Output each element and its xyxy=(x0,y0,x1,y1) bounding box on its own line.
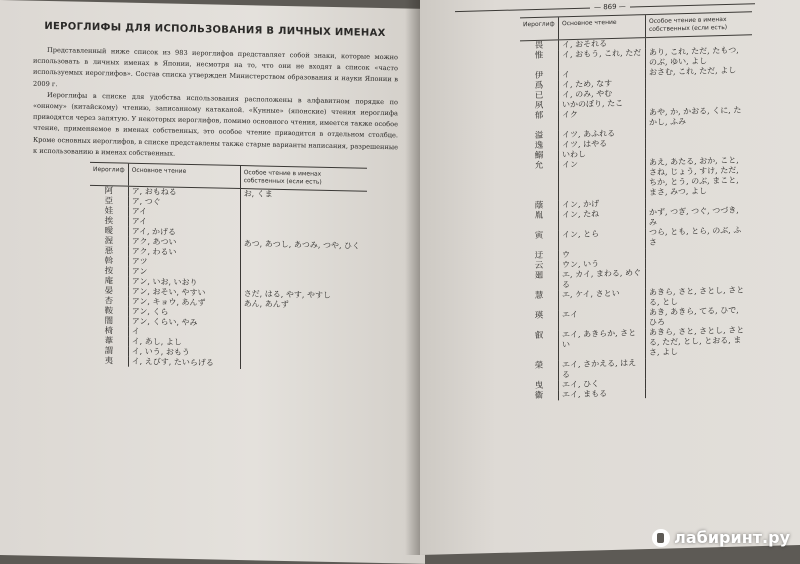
reading-cell: エイ xyxy=(559,308,646,330)
intro-paragraph-1: Представленный ниже список из 983 иероглифов представляет собой знаки, которые можно использовать в личных именах в Японии, несмотря на то, что они не входят в список «часто используемых иероглифов». Состав списка утвержден Министерством образования и науки Японии в 2009 г. xyxy=(33,45,398,88)
kanji-cell: 渥 xyxy=(104,236,114,247)
kanji-cell: 曖 xyxy=(104,226,114,237)
reading-cell: ウ xyxy=(559,248,646,260)
reading-cell: イン, とら xyxy=(559,228,646,250)
reading-cell: エイ, まもる xyxy=(559,388,646,400)
kanji-cell: 逸 xyxy=(534,140,544,151)
reading-cell: エイ, ひく xyxy=(559,378,646,390)
kanji-cell: 鰯 xyxy=(534,150,544,161)
special-reading-cell: あえ, あたる, おか, こと, さね, じょう, すけ, ただ, ちか, とう, のぶ, まこと, まさ, みつ, よし xyxy=(646,155,753,198)
kanji-cell: 郁 xyxy=(534,110,544,121)
kanji-cell: 伊 xyxy=(534,70,544,81)
kanji-cell: 夙 xyxy=(534,100,544,111)
special-reading-cell: あり, これ, ただ, たもつ, のぶ, ゆい, よし xyxy=(646,45,753,68)
kanji-cell: 蔭 xyxy=(534,200,544,211)
kanji-cell: 爲 xyxy=(534,80,544,91)
kanji-cell: 允 xyxy=(534,160,544,171)
kanji-cell: 溢 xyxy=(534,130,544,141)
kanji-cell: 廻 xyxy=(534,270,544,281)
kanji-cell: 庵 xyxy=(104,276,114,287)
reading-cell: イ xyxy=(559,68,646,80)
kanji-table-right xyxy=(520,11,752,401)
reading-cell: ア, つぐ xyxy=(128,197,240,209)
reading-cell: いかのぼり, たこ xyxy=(559,98,646,110)
special-reading-cell xyxy=(646,265,753,288)
reading-cell: アン, いお, いおり xyxy=(128,277,240,289)
header-special: Особое чтение в именах собственных (если есть) xyxy=(240,166,367,192)
kanji-cell: 叡 xyxy=(534,330,544,341)
special-reading-cell: おさむ, これ, ただ, よし xyxy=(646,65,753,78)
intro-text xyxy=(33,45,398,165)
reading-cell: イ, おそれる xyxy=(559,38,646,51)
kanji-cell: 畏 xyxy=(534,40,544,51)
special-reading-cell: あつ, あつし, あつみ, つや, ひく xyxy=(240,239,367,252)
reading-cell: エ, ケイ, さとい xyxy=(559,288,646,310)
table-row xyxy=(520,155,752,201)
kanji-cell: 斡 xyxy=(104,256,114,267)
header-special: Особое чтение в именах собственных (если есть) xyxy=(646,12,753,38)
labirint-logo-icon xyxy=(652,529,670,547)
reading-cell: ア, おもねる xyxy=(128,186,240,199)
reading-cell: アイ, かげる xyxy=(128,227,240,239)
special-reading-cell: あきら, さと, さとし, さとる, とし xyxy=(646,285,753,308)
reading-cell: イ, ため, なす xyxy=(559,78,646,90)
kanji-cell: 迂 xyxy=(534,250,544,261)
kanji-cell: 闇 xyxy=(104,316,114,327)
labirint-watermark xyxy=(652,528,790,547)
right-page xyxy=(420,0,800,555)
reading-cell: アン, おそい, やすい xyxy=(128,287,240,299)
reading-cell: イツ, はやる xyxy=(559,138,646,150)
reading-cell: エ, カイ, まわる, めぐる xyxy=(559,268,646,290)
special-reading-cell: あき, あきら, てる, ひで, ひろ xyxy=(646,305,753,328)
reading-cell: イク xyxy=(559,108,646,130)
kanji-cell: 寅 xyxy=(534,230,544,241)
kanji-cell: 衞 xyxy=(534,390,544,401)
kanji-cell: 晏 xyxy=(104,286,114,297)
header-reading: Основное чтение xyxy=(128,163,240,188)
reading-cell: イン, たね xyxy=(559,208,646,230)
reading-cell: イ, のみ, やむ xyxy=(559,88,646,100)
reading-cell: いわし xyxy=(559,148,646,160)
kanji-cell: 亞 xyxy=(104,196,114,207)
kanji-table-left xyxy=(90,162,367,372)
reading-cell: アク, あつい xyxy=(128,237,240,249)
reading-cell: アン, キョウ, あんず xyxy=(128,297,240,309)
reading-cell: アク, わるい xyxy=(128,247,240,259)
header-kanji: Иероглиф xyxy=(90,162,128,186)
kanji-cell: 惡 xyxy=(104,246,114,257)
special-reading-cell: つら, とも, とら, のぶ, ふさ xyxy=(646,225,753,248)
kanji-cell: 娃 xyxy=(104,206,114,217)
reading-cell: エイ, あきらか, さとい xyxy=(559,328,646,360)
special-reading-cell xyxy=(646,355,753,378)
kanji-cell: 胤 xyxy=(534,210,544,221)
kanji-cell: 葦 xyxy=(104,336,114,347)
reading-cell: イン, かげ xyxy=(559,198,646,210)
reading-cell: アン, くら xyxy=(128,307,240,319)
special-reading-cell xyxy=(646,385,753,398)
kanji-cell: 阿 xyxy=(104,186,114,197)
kanji-cell: 謂 xyxy=(104,346,114,357)
kanji-cell: 榮 xyxy=(534,360,544,371)
special-reading-cell: あや, か, かおる, くに, たかし, ふみ xyxy=(646,105,753,128)
header-reading: Основное чтение xyxy=(559,15,646,40)
kanji-cell: 鞍 xyxy=(104,306,114,317)
special-reading-cell xyxy=(240,359,367,372)
page-title: ИЕРОГЛИФЫ ДЛЯ ИСПОЛЬЗОВАНИЯ В ЛИЧНЫХ ИМЕНАХ xyxy=(44,20,386,40)
special-reading-cell: あん, あんず xyxy=(240,299,367,312)
reading-cell: イ, おもう, これ, ただ xyxy=(559,48,646,70)
reading-cell: ウン, いう xyxy=(559,258,646,270)
kanji-cell: 已 xyxy=(534,90,544,101)
kanji-cell: 按 xyxy=(104,266,114,277)
reading-cell: イツ, あふれる xyxy=(559,128,646,140)
reading-cell: アイ xyxy=(128,217,240,229)
page-number: — 869 — xyxy=(590,3,630,12)
special-reading-cell: かず, つぎ, つぐ, つづき, み xyxy=(646,205,753,228)
header-kanji: Иероглиф xyxy=(520,17,559,41)
reading-cell: アン xyxy=(128,267,240,279)
kanji-cell: 曳 xyxy=(534,380,544,391)
kanji-cell: 杏 xyxy=(104,296,114,307)
kanji-cell: 椅 xyxy=(104,326,114,337)
kanji-cell: 夷 xyxy=(104,356,114,367)
special-reading-cell: さだ, はる, やす, やすし xyxy=(240,289,367,302)
kanji-cell: 慧 xyxy=(534,290,544,301)
watermark-text: лабиринт.ру xyxy=(674,528,790,547)
kanji-rows-left xyxy=(90,185,367,371)
reading-cell: アイ xyxy=(128,207,240,219)
reading-cell: イ xyxy=(128,327,240,339)
kanji-rows-right xyxy=(520,35,752,402)
reading-cell: アン, くらい, やみ xyxy=(128,317,240,329)
reading-cell: イ, えびす, たいらげる xyxy=(128,357,240,369)
reading-cell: イ, あし, よし xyxy=(128,337,240,349)
reading-cell: イ, いう, おもう xyxy=(128,347,240,359)
reading-cell: エイ, さかえる, はえる xyxy=(559,358,646,380)
reading-cell: アツ xyxy=(128,257,240,269)
special-reading-cell: あきら, さと, さとし, さとる, ただ, とし, とおる, まさ, よし xyxy=(646,325,753,358)
kanji-cell: 挨 xyxy=(104,216,114,227)
kanji-cell: 云 xyxy=(534,260,544,271)
kanji-cell: 惟 xyxy=(534,50,544,61)
kanji-cell: 瑛 xyxy=(534,310,544,321)
intro-paragraph-2: Иероглифы в списке для удобства использования расположены в алфавитном порядке по «онному» (китайскому) чтению, записанному катаканой. «Кунные» (японские) чтения иероглифа приводятся через запятую. У некоторых иероглифов, помимо основного чтения, имеется также особое чтение, применяемое в именах собственных, это особое чтение приводится в отдельном столбце. Кроме основных иероглифов, в списке представлены также старые варианты написания, разрешенные к использованию в именах собственных. xyxy=(33,90,398,158)
reading-cell: イン xyxy=(559,158,646,200)
special-reading-cell: お, くま xyxy=(240,189,367,202)
